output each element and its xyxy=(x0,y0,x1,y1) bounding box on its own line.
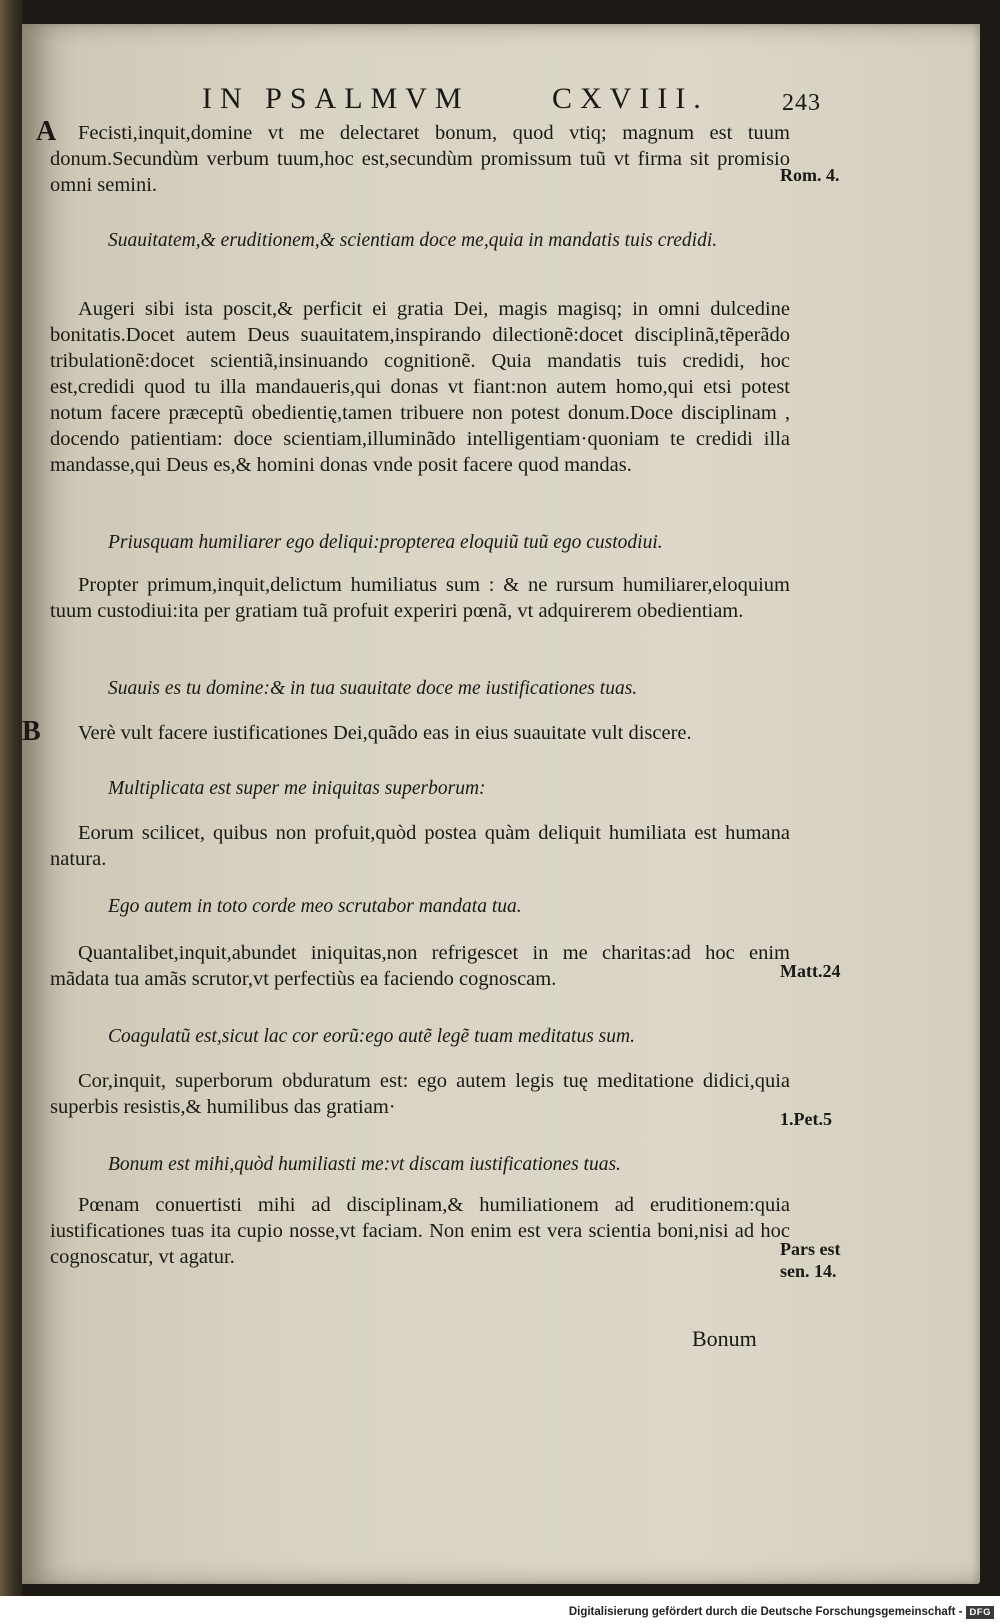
digitization-footer xyxy=(569,1604,994,1620)
margin-reference: 1.Pet.5 xyxy=(780,1109,832,1129)
commentary-paragraph: Eorum scilicet, quibus non profuit,quòd postea quàm deliquit humiliata est humana natura. xyxy=(50,822,790,870)
commentary-paragraph: Verè vult facere iustificationes Dei,quãdo eas in eius suauitate vult discere. xyxy=(78,722,692,744)
commentary-paragraph: Cor,inquit, superborum obduratum est: ego autem legis tuę meditatione didici,quia superbis resistis,& humilibus das gratiam· xyxy=(50,1070,790,1118)
margin-reference: Pars est sen. 14. xyxy=(780,1239,841,1281)
psalm-verse: Ego autem in toto corde meo scrutabor mandata tua. xyxy=(108,896,522,917)
psalm-verse: Multiplicata est super me iniquitas superborum: xyxy=(108,778,486,799)
psalm-verse: Suauis es tu domine:& in tua suauitate doce me iustificationes tuas. xyxy=(108,678,638,699)
section-marker-a: A xyxy=(36,116,57,147)
running-head-title: IN PSALMVM xyxy=(202,82,470,115)
section-marker-b: B xyxy=(22,716,41,747)
commentary-paragraph: Fecisti,inquit,domine vt me delectaret bonum, quod vtiq; magnum est tuum donum.Secundùm verbum tuum,hoc est,secundùm promissum tuũ vt firma sit promisio omni semini. xyxy=(50,122,790,196)
margin-reference: Matt.24 xyxy=(780,961,841,981)
psalm-verse: Coagulatũ est,sicut lac cor eorũ:ego autẽ legẽ tuam meditatus sum. xyxy=(108,1026,635,1047)
psalm-verse: Priusquam humiliarer ego deliqui:propterea eloquiũ tuũ ego custodiui. xyxy=(108,532,663,553)
catchword: Bonum xyxy=(692,1326,757,1351)
running-head-psalm-number: CXVIII. xyxy=(552,82,709,115)
commentary-paragraph: Propter primum,inquit,delictum humiliatus sum : & ne rursum humiliarer,eloquium tuum custodiui:ita per gratiam tuã profuit experiri pœnã, vt adquirerem obedientiam. xyxy=(50,574,790,622)
psalm-verse: Bonum est mihi,quòd humiliasti me:vt discam iustificationes tuas. xyxy=(108,1154,621,1175)
book-page xyxy=(22,24,980,1584)
dfg-logo: DFG xyxy=(966,1606,994,1619)
margin-reference: Rom. 4. xyxy=(780,165,840,185)
psalm-verse: Suauitatem,& eruditionem,& scientiam doce me,quia in mandatis tuis credidi. xyxy=(108,230,718,251)
commentary-paragraph: Augeri sibi ista poscit,& perficit ei gratia Dei, magis magisq; in omni dulcedine bonitatis.Docet autem Deus suauitatem,inspirando dilectionẽ:docet disciplinã,tẽperãdo tribulationẽ:docet scientiã,insinuando cognitionẽ. Quia mandatis tuis credidi, hoc est,credidi quod tu illa mandaueris,qui donas vt fiant:non autem homo,qui etsi potest notum facere præceptũ obedientię,tamen tribuere non potest donum.Doce disciplinam , docendo patientiam: doce scientiam,illuminãdo intelligentiam·quoniam te credidi illa mandasse,qui Deus es,& homini donas vnde posit facere quod mandas. xyxy=(50,298,790,476)
book-spine xyxy=(0,0,22,1596)
commentary-paragraph: Pœnam conuertisti mihi ad disciplinam,& humiliationem ad eruditionem:quia iustificationes tuas ita cupio nosse,vt faciam. Non enim est vera scientia boni,nisi ad hoc cognoscatur, vt agatur. xyxy=(50,1194,790,1268)
footer-text: Digitalisierung gefördert durch die Deutsche Forschungsgemeinschaft - xyxy=(568,1606,963,1618)
page-number: 243 xyxy=(782,90,821,116)
commentary-paragraph: Quantalibet,inquit,abundet iniquitas,non refrigescet in me charitas:ad hoc enim mãdata tua amãs scrutor,vt perfectiùs ea faciendo cognoscam. xyxy=(50,942,790,990)
